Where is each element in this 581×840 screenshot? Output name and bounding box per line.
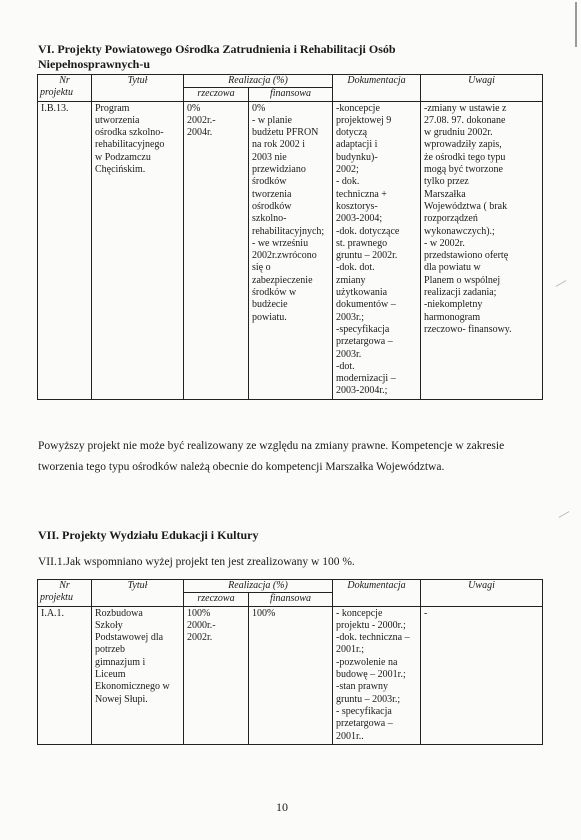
header-nr: Nr projektu <box>38 75 92 102</box>
header-rzeczowa: rzeczowa <box>184 593 249 606</box>
scan-mark <box>556 280 567 287</box>
header-dokumentacja: Dokumentacja <box>333 75 421 102</box>
header-finansowa: finansowa <box>249 88 333 101</box>
section-7-heading: VII. Projekty Wydziału Edukacji i Kultury <box>38 528 259 542</box>
cell-finansowa: 100% <box>249 606 333 744</box>
scan-mark <box>559 511 570 518</box>
cell-tytul: Program utworzenia ośrodka szkolno- rehabilitacyjnego w Podzamczu Chęcińskim. <box>92 101 184 399</box>
header-rzeczowa: rzeczowa <box>184 88 249 101</box>
cell-dokumentacja: -koncepcje projektowej 9 dotyczą adaptacji i budynku)- 2002; - dok. techniczna + kosztorys- 2003-2004; -dok. dotyczące st. prawnego gruntu – 2002r. -dok. dot. zmiany użytkowania dokumentów – 2003r.; -specyfikacja przetargowa – 2003r. -dot. modernizacji – 2003-2004r.; <box>333 101 421 399</box>
scan-edge-mark <box>563 2 577 47</box>
cell-finansowa: 0% - w planie budżetu PFRON na rok 2002 i 2003 nie przewidziano środków tworzenia ośrodków szkolno- rehabilitacyjnych; - we wrześniu 2002r.zwrócono się o zabezpieczenie środków w budżecie powiatu. <box>249 101 333 399</box>
cell-uwagi: - <box>421 606 543 744</box>
header-nr: Nr projektu <box>38 580 92 607</box>
projects-table-section-7 <box>37 579 543 745</box>
cell-dokumentacja: - koncepcje projektu - 2000r.; -dok. techniczna – 2001r.; -pozwolenie na budowę – 2001r.; -stan prawny gruntu – 2003r.; - specyfikacja przetargowa – 2001r.. <box>333 606 421 744</box>
header-dokumentacja: Dokumentacja <box>333 580 421 607</box>
body-paragraph: Powyższy projekt nie może być realizowany ze względu na zmiany prawne. Kompetencje w zakresie tworzenia tego typu ośrodków należą obecnie do kompetencji Marszałka Województwa. <box>38 440 505 473</box>
projects-table-section-6 <box>37 74 543 400</box>
table-header-row <box>38 75 543 88</box>
section-7-subheading: VII.1.Jak wspomniano wyżej projekt ten jest zrealizowany w 100 %. <box>38 556 355 568</box>
header-uwagi: Uwagi <box>421 75 543 102</box>
header-realizacja: Realizacja (%) <box>184 75 333 88</box>
cell-tytul: Rozbudowa Szkoły Podstawowej dla potrzeb gimnazjum i Liceum Ekonomicznego w Nowej Słupi. <box>92 606 184 744</box>
header-finansowa: finansowa <box>249 593 333 606</box>
cell-rzeczowa: 0% 2002r.- 2004r. <box>184 101 249 399</box>
cell-rzeczowa: 100% 2000r.- 2002r. <box>184 606 249 744</box>
table-row <box>38 101 543 399</box>
header-tytul: Tytuł <box>92 75 184 102</box>
cell-uwagi: -zmiany w ustawie z 27.08. 97. dokonane w grudniu 2002r. wprowadziły zapis, że ośrodki tego typu mogą być tworzone tylko przez Marszałka Województwa ( brak rozporządzeń wykonawczych).; - w 2002r. przedstawiono ofertę dla powiatu w Planem o wspólnej realizacji zadania; -niekompletny harmonogram rzeczowo- finansowy. <box>421 101 543 399</box>
table-row <box>38 606 543 744</box>
header-uwagi: Uwagi <box>421 580 543 607</box>
table-header-row <box>38 580 543 593</box>
section-6-heading: VI. Projekty Powiatowego Ośrodka Zatrudnienia i Rehabilitacji Osób Niepełnosprawnych-u <box>38 42 396 71</box>
cell-nr: I.A.1. <box>38 606 92 744</box>
header-tytul: Tytuł <box>92 580 184 607</box>
cell-nr: I.B.13. <box>38 101 92 399</box>
page-number: 10 <box>276 800 288 814</box>
header-realizacja: Realizacja (%) <box>184 580 333 593</box>
